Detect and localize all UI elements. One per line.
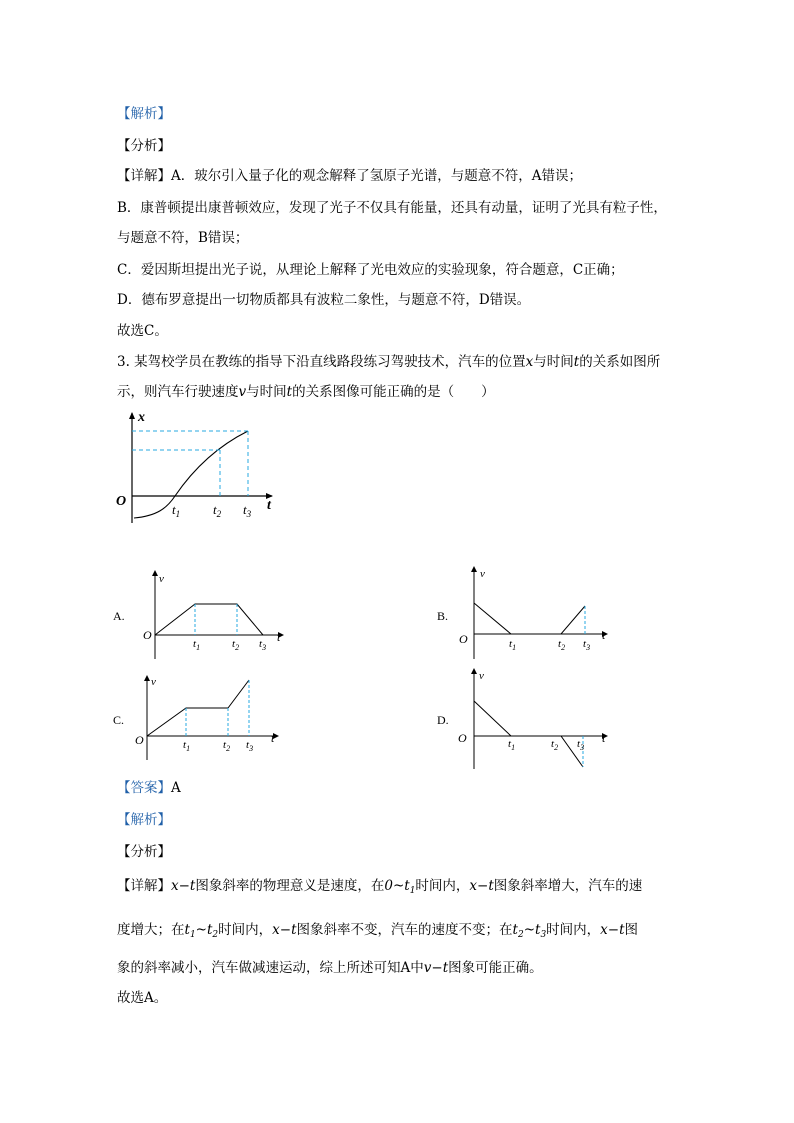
answer-value: A — [171, 780, 181, 796]
option-a-letter: A. — [113, 609, 125, 623]
text-choose-c: 故选C。 — [117, 323, 168, 339]
svg-text:t2: $t_2$ — [558, 638, 566, 652]
tag-analysis-2: 【解析】 — [117, 812, 171, 828]
option-c-letter: C. — [113, 713, 125, 727]
svg-text:t2: $t_2$ — [213, 502, 222, 519]
svg-text:O: O — [116, 494, 127, 509]
svg-text:t: t — [602, 731, 606, 745]
detail-line-a — [117, 166, 582, 186]
tag-analysis-1: 【解析】 — [117, 106, 171, 122]
svg-text:t2: $t_2$ — [232, 638, 240, 652]
svg-text:O: O — [458, 731, 467, 745]
svg-text:t2: $t_2$ — [223, 739, 231, 753]
svg-text:t3: $t_3$ — [583, 638, 591, 652]
svg-text:t3: $t_3$ — [577, 738, 585, 752]
text-c: C．爱因斯坦提出光子说，从理论上解释了光电效应的实验现象，符合题意，C正确； — [117, 262, 624, 278]
option-b-letter: B. — [437, 609, 449, 623]
svg-text:v: v — [159, 573, 164, 585]
svg-text:t: t — [277, 630, 281, 644]
option-b-graph — [437, 565, 617, 660]
detail-2-line-2: 度增大；在$t_1\sim t_2$时间内，x−t图象斜率不变，汽车的速度不变；在$t_2\sim t_3$时间内，x−t图 — [117, 922, 639, 940]
q3-line-2: 示，则汽车行驶速度v与时间t的关系图像可能正确的是（ ） — [117, 384, 495, 400]
svg-text:t3: $t_3$ — [246, 739, 254, 753]
svg-text:t2: $t_2$ — [551, 738, 559, 752]
graph-x-t — [112, 405, 282, 530]
tag-answer: 【答案】 — [117, 780, 171, 796]
svg-text:t1: $t_1$ — [193, 638, 201, 652]
svg-text:x: x — [138, 410, 145, 425]
svg-text:O: O — [135, 733, 144, 747]
q3-line-1: 3. 某驾校学员在教练的指导下沿直线路段练习驾驶技术，汽车的位置x与时间t的关系如图所 — [117, 354, 661, 370]
svg-text:t3: $t_3$ — [259, 638, 267, 652]
svg-text:t1: $t_1$ — [172, 502, 181, 519]
svg-text:v: v — [479, 670, 484, 682]
text-b2: 与题意不符，B错误； — [117, 230, 249, 246]
svg-text:t: t — [602, 628, 606, 642]
svg-text:v: v — [151, 676, 156, 688]
svg-text:t3: $t_3$ — [243, 502, 252, 519]
answer-line — [117, 778, 181, 798]
tag-fenxi-2: 【分析】 — [117, 844, 171, 860]
svg-text:O: O — [143, 628, 152, 642]
svg-text:v: v — [480, 568, 485, 580]
tag-fenxi-1: 【分析】 — [117, 138, 171, 154]
option-c-graph — [113, 672, 288, 762]
tag-detail-1: 【详解】 — [117, 168, 171, 184]
svg-text:O: O — [459, 632, 468, 646]
option-a-graph — [113, 565, 293, 660]
svg-text:t1: $t_1$ — [509, 638, 517, 652]
detail-2-line-1: 【详解】x−t图象斜率的物理意义是速度，在$0\sim t_1$时间内，x−t图象斜率增大，汽车的速 — [117, 878, 643, 896]
svg-text:t: t — [267, 498, 271, 513]
text-a: A．玻尔引入量子化的观念解释了氢原子光谱，与题意不符，A错误； — [171, 168, 582, 184]
text-d: D．德布罗意提出一切物质都具有波粒二象性，与题意不符，D错误。 — [117, 292, 531, 308]
text-b: B．康普顿提出康普顿效应，发现了光子不仅具有能量，还具有动量，证明了光具有粒子性， — [117, 200, 667, 216]
svg-text:t1: $t_1$ — [508, 738, 516, 752]
text-choose-a: 故选A。 — [117, 990, 168, 1006]
detail-2-line-3: 象的斜率减小，汽车做减速运动，综上所述可知A中v−t图象可能正确。 — [117, 960, 543, 976]
svg-text:t: t — [271, 731, 275, 745]
svg-text:t1: $t_1$ — [183, 739, 191, 753]
option-d-letter: D. — [437, 713, 449, 727]
option-d-graph — [437, 666, 617, 771]
